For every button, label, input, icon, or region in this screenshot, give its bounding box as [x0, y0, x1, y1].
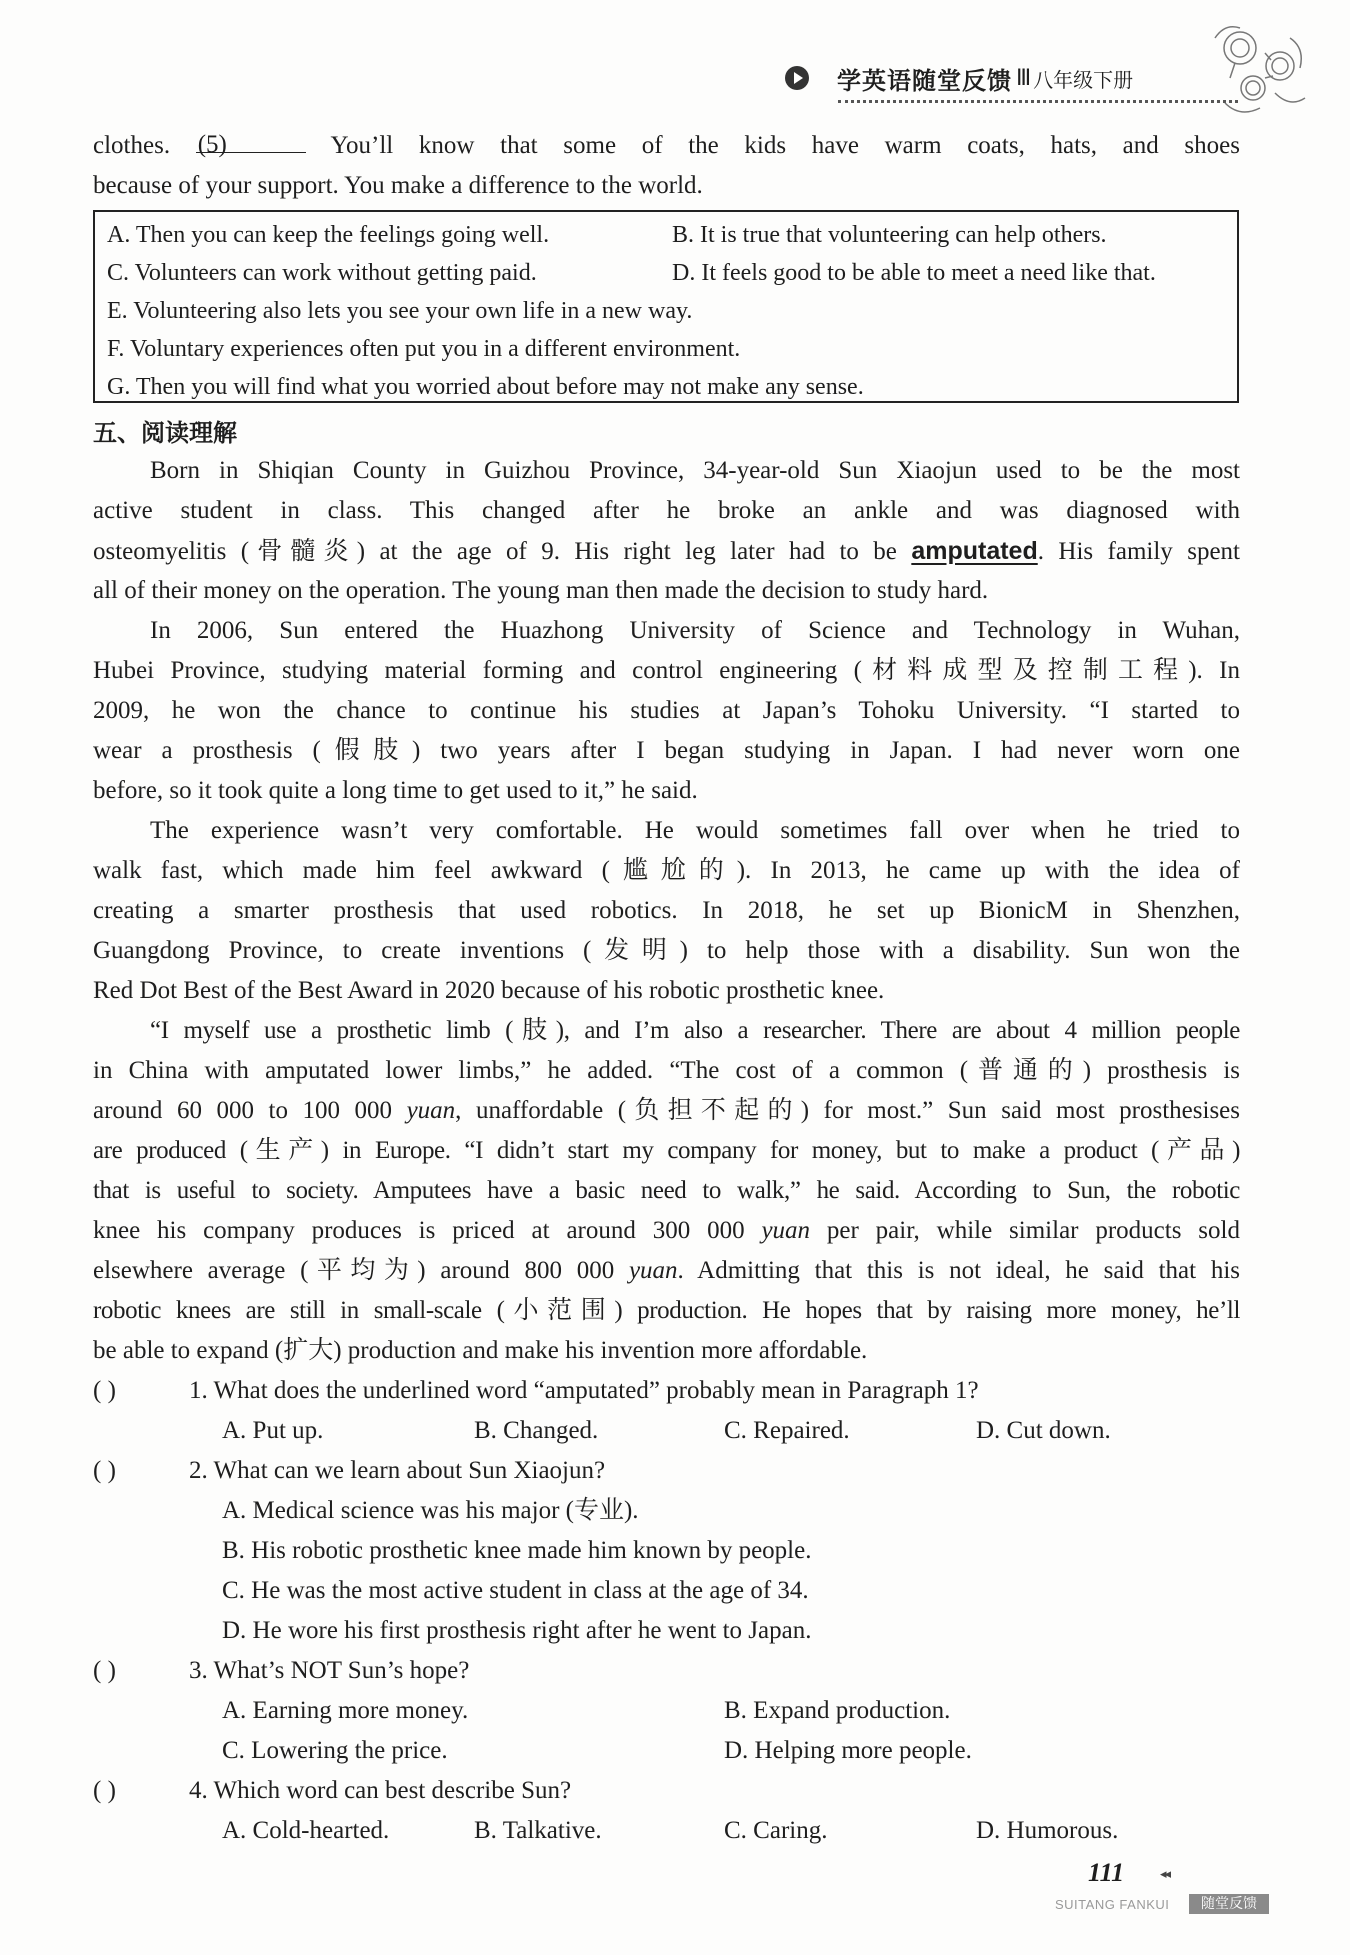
passage-line: that is useful to society. Amputees have a basic need to walk,” he said. According to Sun, the robotic	[93, 1177, 1240, 1204]
question-4-option-d: D. Humorous.	[976, 1817, 1119, 1844]
question-2-option-c: C. He was the most active student in class at the age of 34.	[222, 1577, 809, 1604]
footer-brand: SUITANG FANKUI	[1055, 1897, 1170, 1912]
question-3-option-d: D. Helping more people.	[724, 1737, 972, 1764]
question-2-option-b: B. His robotic prosthetic knee made him known by people.	[222, 1537, 812, 1564]
option-g: G. Then you will find what you worried about before may not make any sense.	[107, 374, 864, 400]
passage-line: osteomyelitis (骨髓炎) at the age of 9. His right leg later had to be amputated. His family spent	[93, 537, 1240, 565]
play-icon	[785, 66, 809, 90]
passage-line: Guangdong Province, to create inventions (发明) to help those with a disability. Sun won the	[93, 937, 1240, 964]
question-2-option-d: D. He wore his first prosthesis right after he went to Japan.	[222, 1617, 812, 1644]
passage-line: active student in class. This changed after he broke an ankle and was diagnosed with	[93, 497, 1240, 524]
option-d: D. It feels good to be able to meet a need like that.	[672, 260, 1156, 286]
question-4-option-c: C. Caring.	[724, 1817, 828, 1844]
options-box	[93, 210, 1239, 403]
question-1-option-b: B. Changed.	[474, 1417, 599, 1444]
question-1-option-c: C. Repaired.	[724, 1417, 850, 1444]
flower-decoration-icon	[1205, 18, 1315, 128]
question-3-stem: 3. What’s NOT Sun’s hope?	[189, 1657, 470, 1684]
question-2-option-a: A. Medical science was his major (专业).	[222, 1497, 639, 1524]
question-4-option-a: A. Cold-hearted.	[222, 1817, 390, 1844]
section-title: 五、阅读理解	[93, 419, 237, 447]
passage-line: wear a prosthesis (假肢) two years after I began studying in Japan. I had never worn one	[93, 737, 1240, 764]
question-1-option-a: A. Put up.	[222, 1417, 324, 1444]
book-volume-mark: Ⅲ	[1016, 65, 1032, 91]
passage-line: “I myself use a prosthetic limb (肢), and I’m also a researcher. There are about 4 million people	[150, 1017, 1240, 1044]
passage-line: 2009, he won the chance to continue his studies at Japan’s Tohoku University. “I started to	[93, 697, 1240, 724]
option-c: C. Volunteers can work without getting paid.	[107, 260, 537, 286]
passage-line: all of their money on the operation. The young man then made the decision to study hard.	[93, 577, 989, 604]
footer-tag: 随堂反馈	[1189, 1894, 1269, 1914]
question-3-option-c: C. Lowering the price.	[222, 1737, 448, 1764]
passage-line: elsewhere average (平均为) around 800 000 yuan. Admitting that this is not ideal, he said that his	[93, 1257, 1240, 1284]
passage-line: creating a smarter prosthesis that used robotics. In 2018, he set up BionicM in Shenzhen,	[93, 897, 1240, 924]
answer-paren-4[interactable]: ( )	[93, 1777, 116, 1804]
page-number: 111	[1088, 1858, 1125, 1887]
passage-line: are produced (生产) in Europe. “I didn’t start my company for money, but to make a product (产品)	[93, 1137, 1240, 1164]
answer-paren-1[interactable]: ( )	[93, 1377, 116, 1404]
passage-line: be able to expand (扩大) production and make his invention more affordable.	[93, 1337, 868, 1364]
passage-line: around 60 000 to 100 000 yuan, unaffordable (负担不起的) for most.” Sun said most prosthesises	[93, 1097, 1240, 1124]
option-e: E. Volunteering also lets you see your own life in a new way.	[107, 298, 693, 324]
answer-paren-3[interactable]: ( )	[93, 1657, 116, 1684]
passage-line: robotic knees are still in small-scale (小范围) production. He hopes that by raising more money, he’ll	[93, 1297, 1240, 1324]
passage-line: knee his company produces is priced at around 300 000 yuan per pair, while similar products sold	[93, 1217, 1240, 1244]
book-title: 学英语随堂反馈	[837, 66, 1012, 95]
header-dotted-rule	[838, 100, 1238, 103]
passage-line: Hubei Province, studying material forming and control engineering (材料成型及控制工程). In	[93, 657, 1240, 684]
question-3-option-a: A. Earning more money.	[222, 1697, 469, 1724]
passage-line: The experience wasn’t very comfortable. He would sometimes fall over when he tried to	[150, 817, 1240, 844]
question-1-option-d: D. Cut down.	[976, 1417, 1111, 1444]
page-header	[785, 58, 1133, 98]
question-4-option-b: B. Talkative.	[474, 1817, 602, 1844]
book-subtitle: 八年级下册	[1033, 67, 1134, 92]
text-line: clothes. (5) You’ll know that some of the kids have warm coats, hats, and shoes	[93, 126, 1240, 166]
question-1-stem: 1. What does the underlined word “amputated” probably mean in Paragraph 1?	[189, 1377, 979, 1404]
option-a: A. Then you can keep the feelings going well.	[107, 222, 550, 248]
option-f: F. Voluntary experiences often put you in a different environment.	[107, 336, 741, 362]
question-2-stem: 2. What can we learn about Sun Xiaojun?	[189, 1457, 606, 1484]
answer-paren-2[interactable]: ( )	[93, 1457, 116, 1484]
passage-line: walk fast, which made him feel awkward (尴尬的). In 2013, he came up with the idea of	[93, 857, 1240, 884]
option-b: B. It is true that volunteering can help others.	[672, 222, 1107, 248]
answer-blank-5[interactable]: (5)	[196, 128, 306, 153]
passage-line: before, so it took quite a long time to get used to it,” he said.	[93, 777, 698, 804]
passage-line: Born in Shiqian County in Guizhou Province, 34-year-old Sun Xiaojun used to be the most	[150, 457, 1240, 484]
question-4-stem: 4. Which word can best describe Sun?	[189, 1777, 572, 1804]
text-line: because of your support. You make a difference to the world.	[93, 172, 703, 199]
passage-line: in China with amputated lower limbs,” he added. “The cost of a common (普通的) prosthesis is	[93, 1057, 1240, 1084]
underlined-word: amputated	[911, 537, 1038, 565]
question-3-option-b: B. Expand production.	[724, 1697, 951, 1724]
passage-line: Red Dot Best of the Best Award in 2020 because of his robotic prosthetic knee.	[93, 977, 885, 1004]
passage-line: In 2006, Sun entered the Huazhong University of Science and Technology in Wuhan,	[150, 617, 1240, 644]
arrow-left-icon: ◂◂	[1160, 1866, 1170, 1881]
